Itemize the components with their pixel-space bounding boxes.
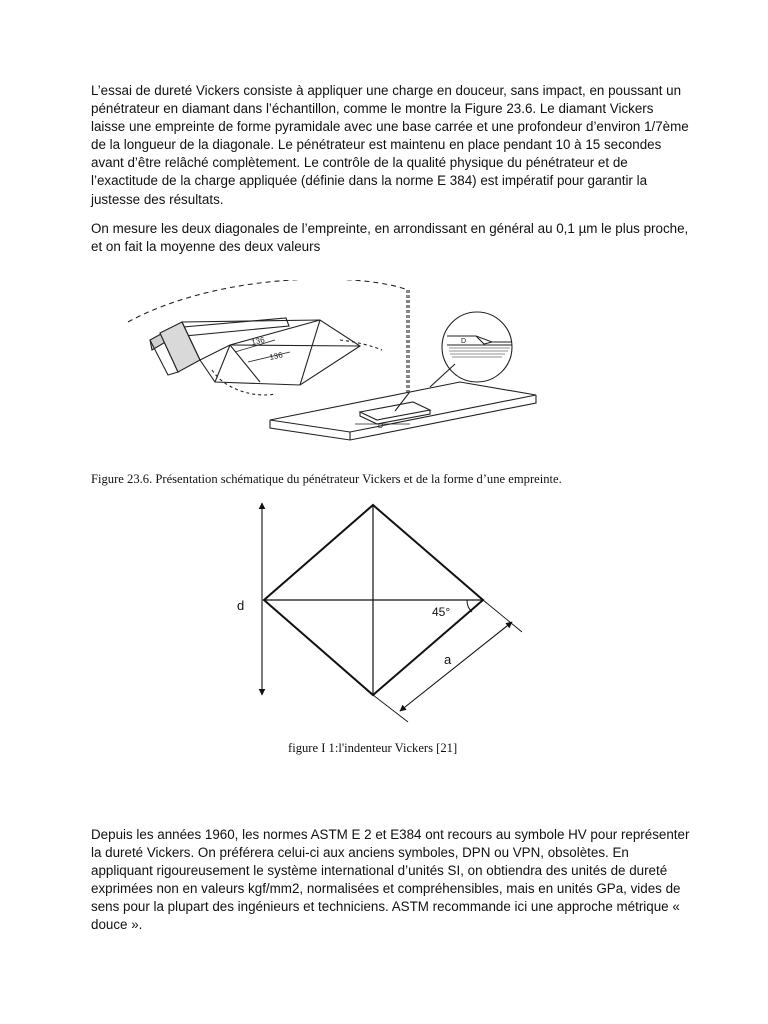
figure-caption-23-6: Figure 23.6. Présentation schématique du pénétrateur Vickers et de la forme d’une empreinte. bbox=[91, 472, 562, 486]
vickers-indenter-figure bbox=[120, 280, 540, 460]
angle-label-upper: 136 bbox=[250, 335, 266, 347]
base-dimension-label: D bbox=[378, 423, 384, 430]
diagonal-label-d: d bbox=[237, 598, 245, 613]
figure-caption-i-1: figure I 1:l'indenteur Vickers [21] bbox=[288, 741, 458, 755]
vickers-geometry-figure bbox=[230, 495, 536, 725]
angle-label-lower: 136 bbox=[268, 350, 284, 362]
zoom-dimension-label: D bbox=[461, 338, 467, 345]
history-paragraph: Depuis les années 1960, les normes ASTM E 2 et E384 ont recours au symbole HV pour représenter la dureté Vickers. On préférera celui-ci aux anciens symboles, DPN ou VPN, obsolètes. En appliquant rigoureusement le système international d’unités SI, on obtiendra des unités de dureté exprimées non en valeurs kgf/mm2, normalisées et compréhensibles, mais en unités GPa, vides de sens pour la plupart des ingénieurs et techniciens. ASTM recommande ici une approche métrique « douce ». bbox=[91, 827, 690, 933]
measurement-paragraph: On mesure les deux diagonales de l’empreinte, en arrondissant en général au 0,1 µm le plus proche, et on fait la moyenne des deux valeurs bbox=[91, 221, 689, 255]
intro-paragraph: L’essai de dureté Vickers consiste à appliquer une charge en douceur, sans impact, en poussant un pénétrateur en diamant dans l’échantillon, comme le montre la Figure 23.6. Le diamant Vickers laisse une empreinte de forme pyramidale avec une base carrée et une profondeur d’environ 1/7ème de la longueur de la diagonale. Le pénétrateur est maintenu en place pendant 10 à 15 secondes avant d’être relâché complètement. Le contrôle de la qualité physique du pénétrateur et de l’exactitude de la charge appliquée (définie dans la norme E 384) est impératif pour garantir la justesse des résultats. bbox=[91, 83, 689, 207]
side-label-a: a bbox=[444, 652, 452, 667]
angle-label-45: 45° bbox=[432, 605, 451, 619]
